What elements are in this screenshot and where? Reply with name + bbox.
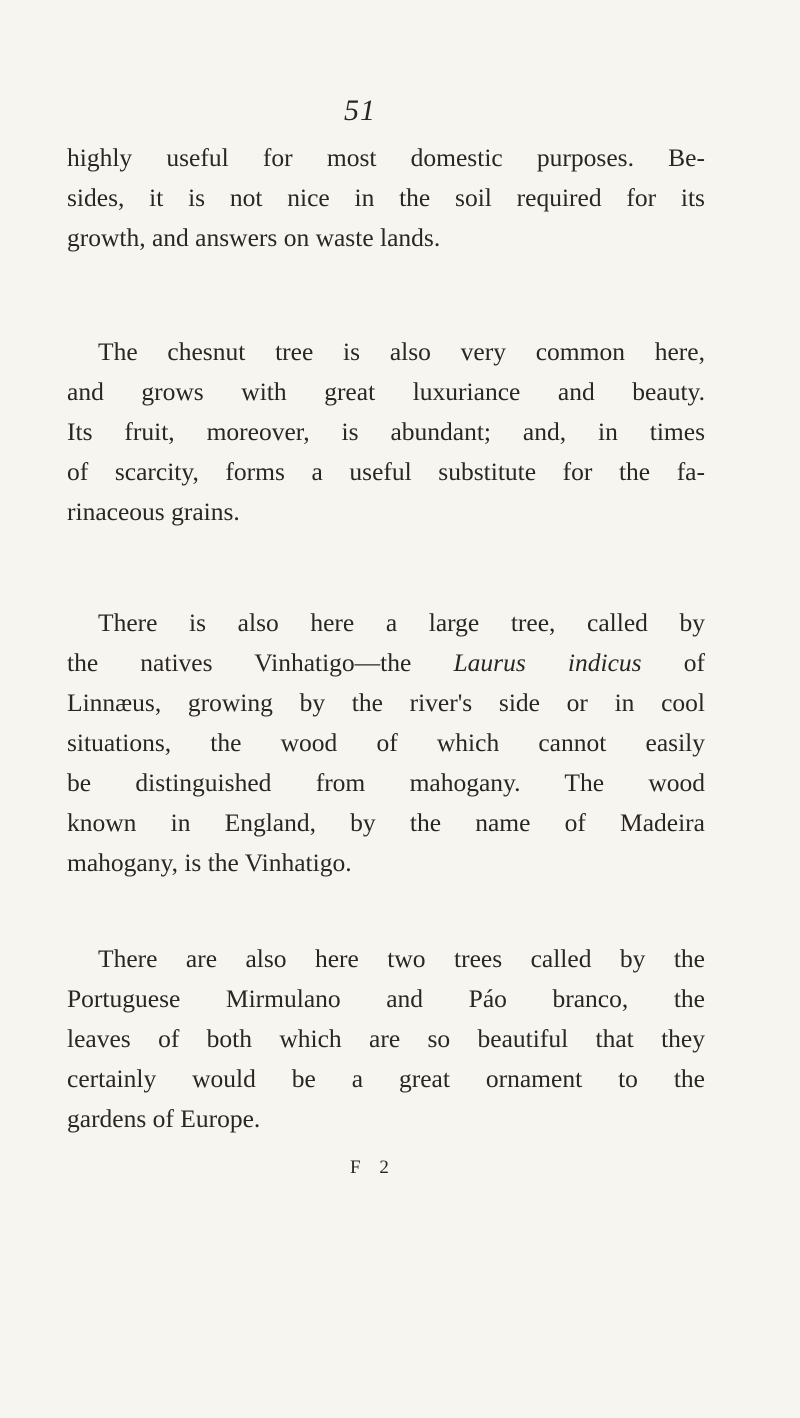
text-line: Its fruit, moreover, is abundant; and, in times <box>67 417 705 446</box>
text-segment: the natives Vinhatigo—the <box>67 648 454 677</box>
paragraph-4 <box>67 939 705 1139</box>
text-line: be distinguished from mahogany. The wood <box>67 768 705 797</box>
text-line: of scarcity, forms a useful substitute for the fa- <box>67 457 705 486</box>
text-line: situations, the wood of which cannot easily <box>67 728 705 757</box>
text-line: gardens of Europe. <box>67 1104 261 1133</box>
text-line: The chesnut tree is also very common here, <box>98 337 705 366</box>
text-line: mahogany, is the Vinhatigo. <box>67 848 352 877</box>
text-line: highly useful for most domestic purposes. Be- <box>67 143 705 172</box>
italic-species-name: Laurus indicus <box>453 648 642 677</box>
text-line: Linnæus, growing by the river's side or in cool <box>67 688 705 717</box>
text-line: growth, and answers on waste lands. <box>67 223 441 252</box>
text-line: and grows with great luxuriance and beauty. <box>67 377 705 406</box>
page-number: 51 <box>344 94 376 127</box>
signature-mark: F 2 <box>350 1157 396 1178</box>
paragraph-2 <box>67 332 705 532</box>
text-line: There is also here a large tree, called by <box>98 608 705 637</box>
text-line: certainly would be a great ornament to the <box>67 1064 705 1093</box>
paragraph-3 <box>67 603 705 883</box>
text-line-with-italic <box>67 643 705 683</box>
text-line: There are also here two trees called by the <box>98 944 705 973</box>
text-line: Portuguese Mirmulano and Páo branco, the <box>67 984 705 1013</box>
text-line: known in England, by the name of Madeira <box>67 808 705 837</box>
text-line: rinaceous grains. <box>67 497 240 526</box>
text-segment: of <box>641 648 705 677</box>
text-line: leaves of both which are so beautiful that they <box>67 1024 705 1053</box>
text-line: sides, it is not nice in the soil required for its <box>67 183 705 212</box>
paragraph-1 <box>67 138 705 258</box>
